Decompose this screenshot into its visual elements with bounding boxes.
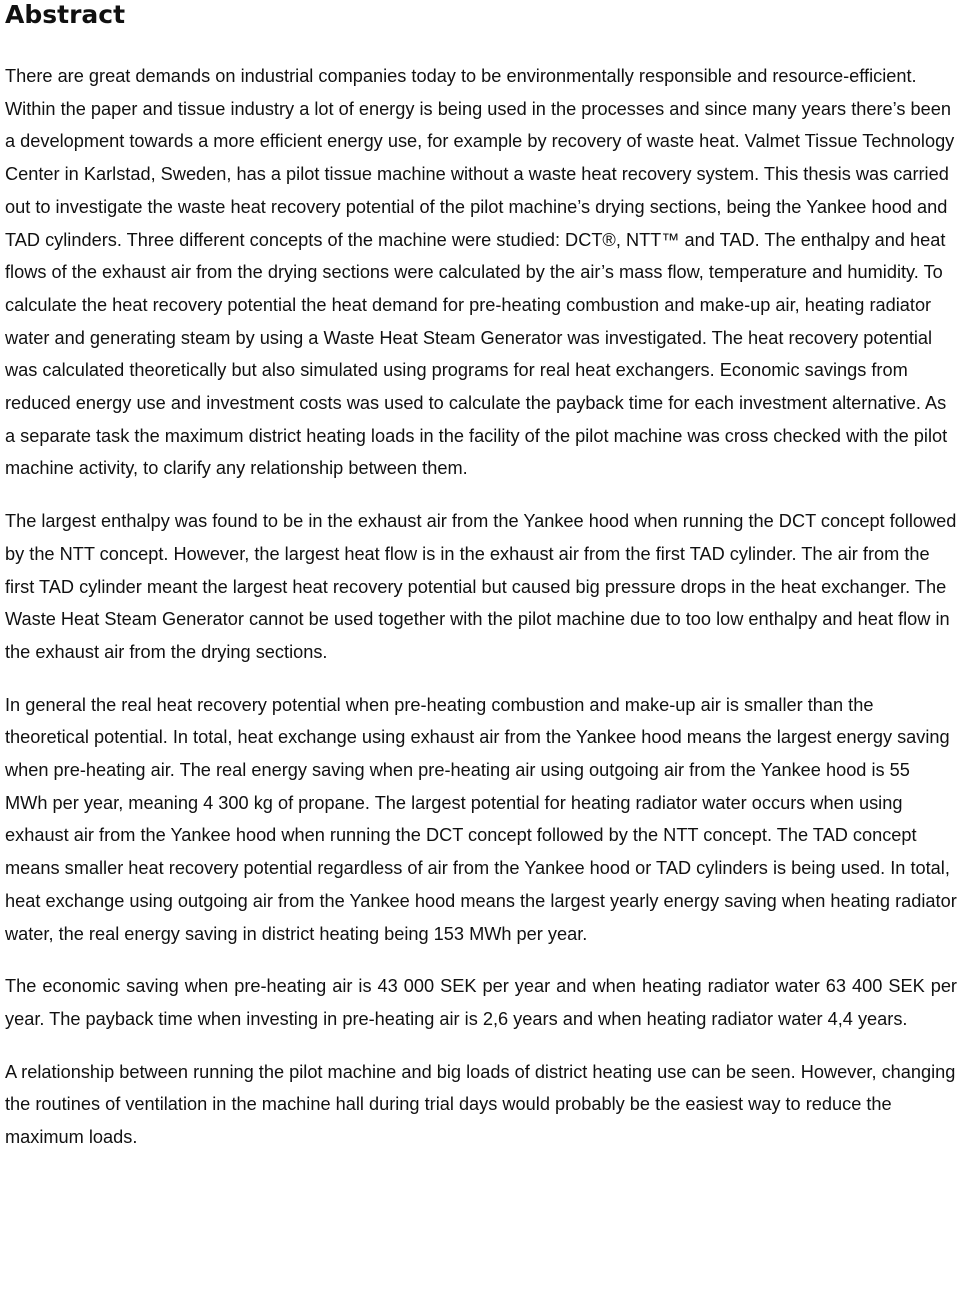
abstract-paragraph-4: The economic saving when pre-heating air is 43 000 SEK per year and when heating radiator water 63 400 SEK per year. The payback time when investing in pre-heating air is 2,6 years and when heating radiator water 4,4 years. — [5, 976, 957, 1029]
document-page — [5, 0, 957, 1174]
abstract-paragraph-2: The largest enthalpy was found to be in the exhaust air from the Yankee hood when running the DCT concept followed by the NTT concept. However, the largest heat flow is in the exhaust air from the first TAD cylinder. The air from the first TAD cylinder meant the largest heat recovery potential but caused big pressure drops in the heat exchanger. The Waste Heat Steam Generator cannot be used together with the pilot machine due to too low enthalpy and heat flow in the exhaust air from the drying sections. — [5, 511, 957, 662]
abstract-paragraph-1: There are great demands on industrial companies today to be environmentally responsible and resource-efficient. Within the paper and tissue industry a lot of energy is being used in the processes and since many years there’s been a development towards a more efficient energy use, for example by recovery of waste heat. Valmet Tissue Technology Center in Karlstad, Sweden, has a pilot tissue machine without a waste heat recovery system. This thesis was carried out to investigate the waste heat recovery potential of the pilot machine’s drying sections, being the Yankee hood and TAD cylinders. Three different concepts of the machine were studied: DCT®, NTT™ and TAD. The enthalpy and heat flows of the exhaust air from the drying sections were calculated by the air’s mass flow, temperature and humidity. To calculate the heat recovery potential the heat demand for pre-heating combustion and make-up air, heating radiator water and generating steam by using a Waste Heat Steam Generator was investigated. The heat recovery potential was calculated theoretically but also simulated using programs for real heat exchangers. Economic savings from reduced energy use and investment costs was used to calculate the payback time for each investment alternative. As a separate task the maximum district heating loads in the facility of the pilot machine was cross checked with the pilot machine activity, to clarify any relationship between them. — [5, 66, 955, 479]
abstract-paragraph-5: A relationship between running the pilot machine and big loads of district heating use can be seen. However, changing the routines of ventilation in the machine hall during trial days would probably be the easiest way to reduce the maximum loads. — [5, 1061, 956, 1148]
abstract-paragraph-3: In general the real heat recovery potential when pre-heating combustion and make-up air is smaller than the theoretical potential. In total, heat exchange using exhaust air from the Yankee hood means the largest energy saving when pre-heating air. The real energy saving when pre-heating air using outgoing air from the Yankee hood is 55 MWh per year, meaning 4 300 kg of propane. The largest potential for heating radiator water occurs when using exhaust air from the Yankee hood when running the DCT concept followed by the NTT concept. The TAD concept means smaller heat recovery potential regardless of air from the Yankee hood or TAD cylinders is being used. In total, heat exchange using outgoing air from the Yankee hood means the largest yearly energy saving when heating radiator water, the real energy saving in district heating being 153 MWh per year. — [5, 694, 957, 944]
page-title: Abstract — [5, 0, 126, 29]
